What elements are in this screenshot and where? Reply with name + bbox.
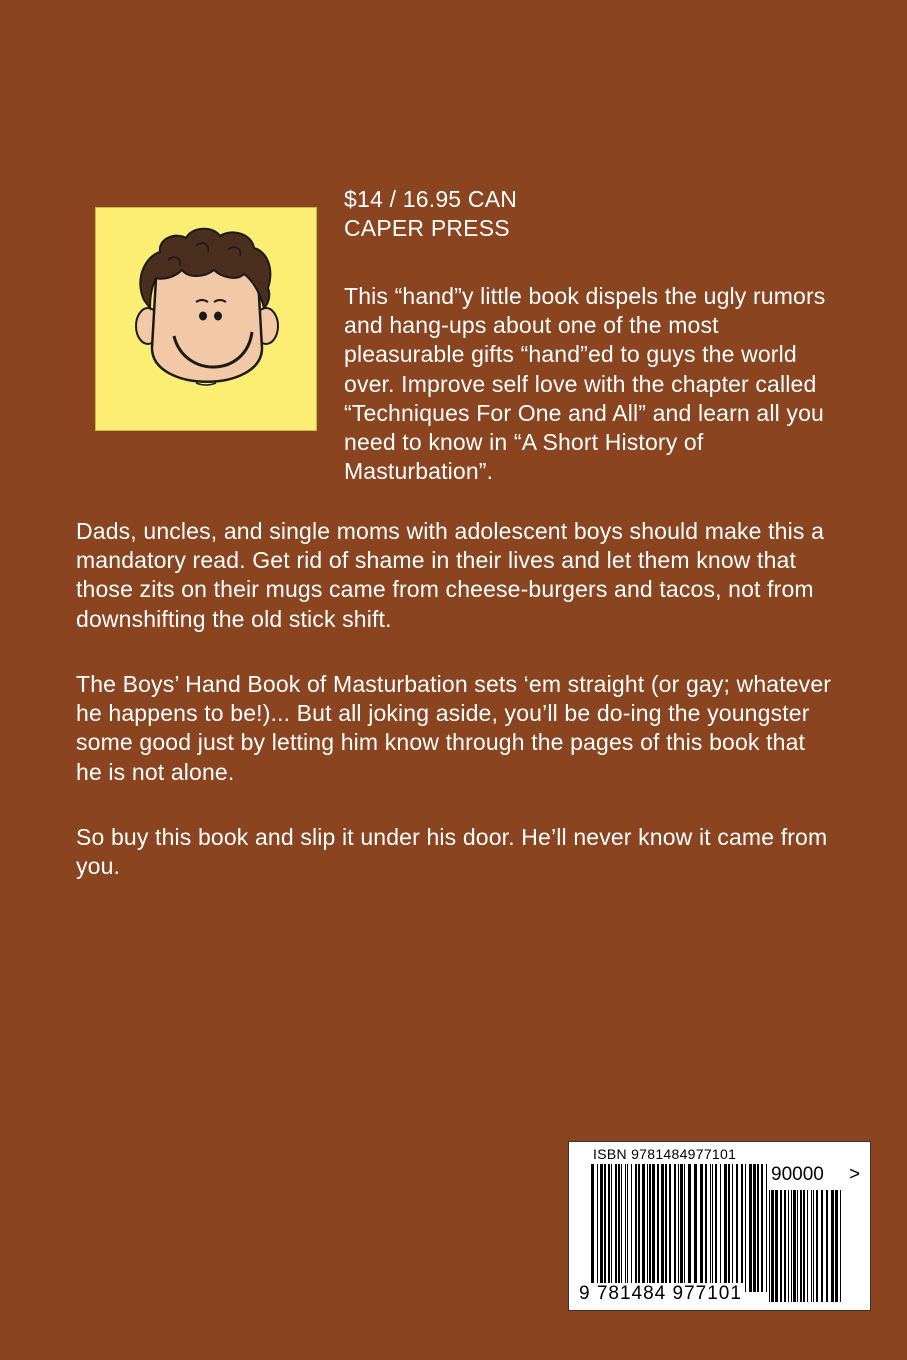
barcode-bar — [608, 1164, 610, 1292]
barcode-bar — [680, 1164, 683, 1292]
price-and-publisher — [344, 185, 517, 243]
barcode-bar — [625, 1164, 626, 1292]
barcode-bar — [720, 1164, 721, 1292]
barcode-bar — [710, 1164, 711, 1292]
barcode-bar — [635, 1164, 637, 1292]
barcode-bar — [741, 1164, 743, 1292]
barcode-bar — [813, 1190, 814, 1302]
price-text: $14 / 16.95 CAN — [344, 186, 518, 212]
barcode-bar — [771, 1190, 774, 1302]
addon-barcode-bars — [769, 1190, 841, 1302]
barcode-bar — [800, 1190, 802, 1302]
barcode-bar — [831, 1190, 834, 1302]
barcode-bar — [835, 1190, 838, 1302]
isbn-label: ISBN 9781484977101 — [593, 1146, 737, 1162]
barcode-bar — [788, 1190, 789, 1302]
barcode-bar — [638, 1164, 640, 1292]
barcode-bar — [684, 1164, 685, 1292]
cartoon-boy-face-illustration — [95, 207, 317, 431]
barcode-bar — [745, 1164, 746, 1292]
barcode-bar — [600, 1164, 603, 1292]
barcode-bar — [724, 1164, 727, 1292]
description-paragraph-3: The Boys’ Hand Book of Masturbation sets ‘em straight (or gay; whatever he happens to be!)... But all joking aside, you’ll be do-ing the youngster some good just by letting him know through the pages of this book that he is not alone. — [76, 671, 832, 785]
barcode-bar — [647, 1164, 648, 1292]
barcode-bar — [642, 1164, 645, 1292]
barcode-bar — [678, 1164, 679, 1292]
barcode-bar — [621, 1164, 622, 1292]
barcode-bar — [715, 1164, 717, 1292]
barcode-bar — [669, 1164, 671, 1292]
barcode-bar — [840, 1190, 841, 1302]
barcode-bar — [769, 1190, 770, 1302]
barcode-bar — [749, 1164, 752, 1292]
publisher-name: CAPER PRESS — [344, 215, 510, 241]
barcode-bar — [766, 1164, 767, 1292]
barcode-bar — [712, 1164, 713, 1292]
price-code: 90000 — [771, 1164, 824, 1185]
barcode-bar — [816, 1190, 818, 1302]
barcode-bar — [775, 1190, 778, 1302]
barcode-bar — [674, 1164, 676, 1292]
barcode-bar — [597, 1164, 598, 1292]
barcode-bar — [611, 1164, 612, 1292]
description-paragraph-4: So buy this book and slip it under his door. He’ll never know it came from you. — [76, 824, 828, 880]
barcode-bar — [627, 1164, 628, 1292]
barcode-bar — [797, 1190, 798, 1302]
barcode-bar — [753, 1164, 756, 1292]
barcode-bar — [803, 1190, 805, 1302]
barcode-bar — [728, 1164, 730, 1292]
barcode-bar — [807, 1190, 808, 1302]
price-code-arrow: > — [849, 1164, 861, 1185]
barcode-bar — [811, 1190, 812, 1302]
barcode-bar — [700, 1164, 703, 1292]
barcode-bar — [657, 1164, 659, 1292]
barcode-bar — [732, 1164, 733, 1292]
barcode-bar — [694, 1164, 697, 1292]
barcode-bar — [705, 1164, 707, 1292]
barcode-bar — [618, 1164, 620, 1292]
description-paragraph-2: Dads, uncles, and single moms with adolescent boys should make this a mandatory read. Get rid of shame in their lives and let them know that those zits on their mugs came from cheese-burgers and tacos, not from downshifting the old stick shift. — [76, 518, 825, 632]
description-paragraph-1: This “hand”y little book dispels the ugly rumors and hang-ups about one of the most pleasurable gifts “hand”ed to guys the world over. Improve self love with the chapter called “Techniques For One and All” and learn all you need to know in “A Short History of Masturbation”. — [344, 283, 826, 485]
barcode-bar — [780, 1190, 782, 1302]
barcode-bar — [615, 1164, 617, 1292]
barcode-bar — [821, 1190, 823, 1302]
barcode-bars — [591, 1164, 767, 1292]
barcode-bar — [757, 1164, 759, 1292]
barcode-bar — [631, 1164, 632, 1292]
barcode-bar — [784, 1190, 786, 1302]
barcode-bar — [665, 1164, 667, 1292]
barcode-bar — [761, 1164, 763, 1292]
barcode-digits: 9 781484 977101 — [579, 1283, 742, 1304]
barcode-bar — [736, 1164, 738, 1292]
barcode-bar — [652, 1164, 655, 1292]
barcode-bar — [826, 1190, 828, 1302]
isbn-barcode — [568, 1141, 871, 1311]
barcode-bar — [793, 1190, 796, 1302]
barcode-bar — [688, 1164, 691, 1292]
barcode-bar — [591, 1164, 594, 1292]
barcode-bar — [661, 1164, 664, 1292]
barcode-bar — [649, 1164, 651, 1292]
barcode-bar — [791, 1190, 792, 1302]
boy-face-drawing — [96, 208, 316, 430]
barcode-bar — [604, 1164, 606, 1292]
